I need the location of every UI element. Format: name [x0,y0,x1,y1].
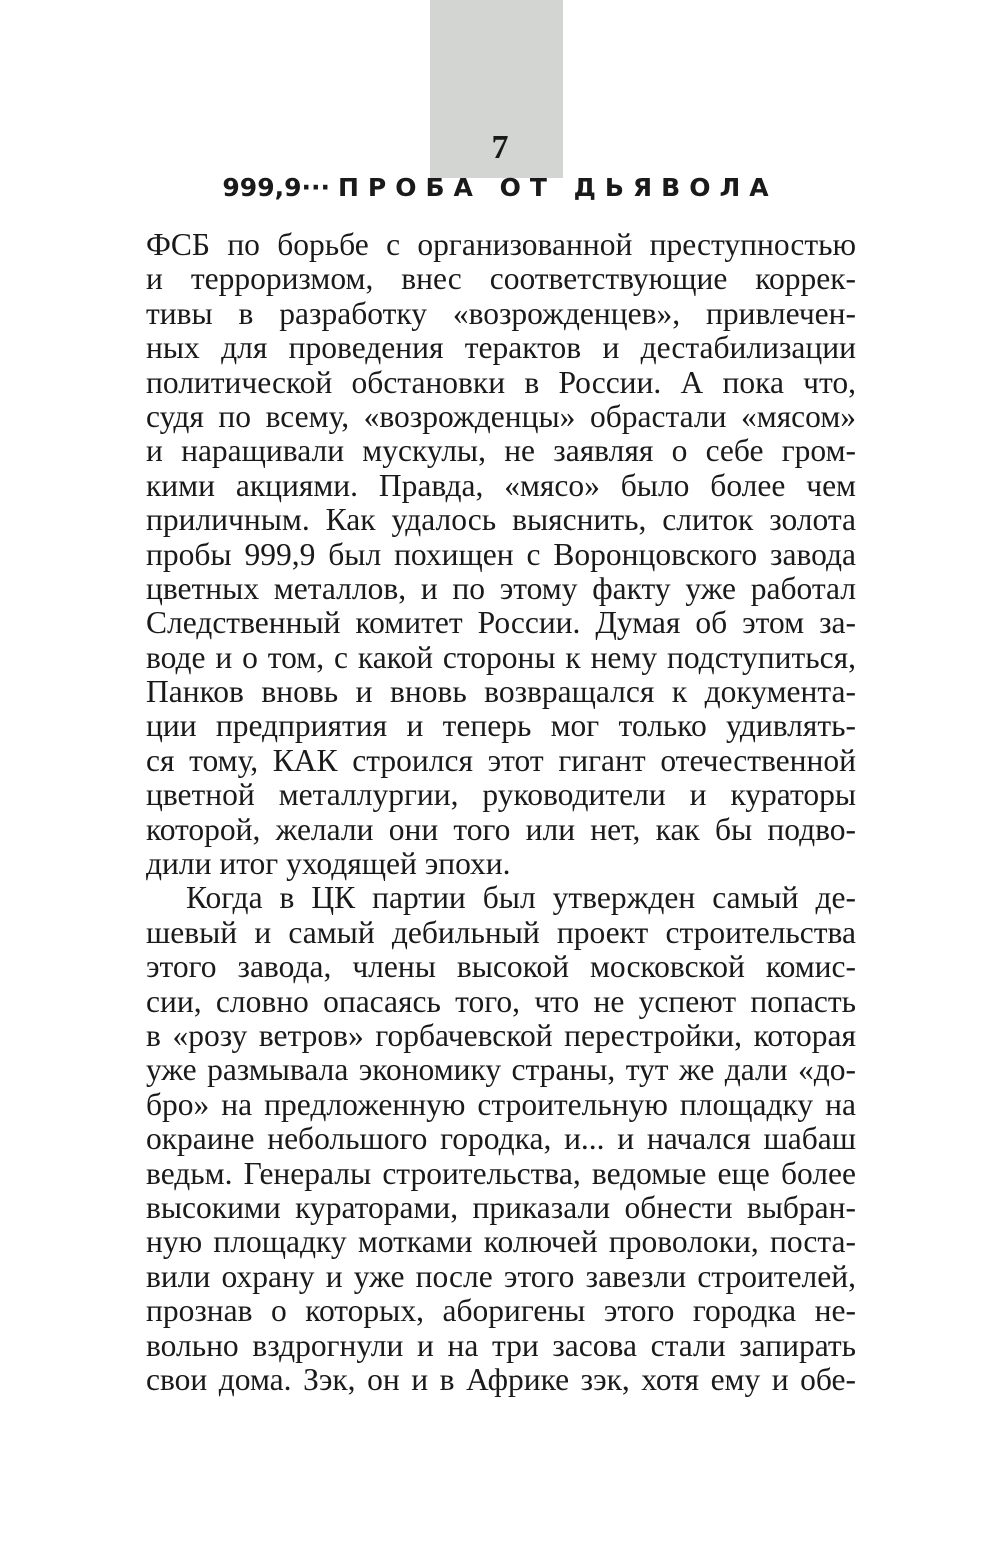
text-line: ведьм. Генералы строительства, ведомые еще более [146,1155,856,1191]
text-line: шевый и самый дебильный проект строительства [146,914,856,950]
text-line: дили итог уходящей эпохи. [146,846,511,882]
text-line: цветной металлургии, руководители и кураторы [146,777,856,813]
text-line: воде и о том, с какой стороны к нему подступиться, [146,639,856,675]
text-line: судя по всему, «возрожденцы» обрастали «мясом» [146,398,856,434]
chapter-number-text: 7 [491,129,509,166]
text-line: ную площадку мотками колючей проволоки, поста- [146,1224,856,1260]
text-line: пробы 999,9 был похищен с Воронцовского завода [146,536,856,572]
text-line: вили охрану и уже после этого завезли строителей, [146,1258,856,1294]
text-line: бро» на предложенную строительную площадку на [146,1086,856,1122]
paragraph-1 [146,228,856,881]
text-line: ных для проведения терактов и дестабилизации [146,330,856,366]
paragraph-2 [146,881,856,1397]
text-line: ции предприятия и теперь мог только удивлять- [146,708,856,744]
chapter-number [0,126,1000,170]
text-line: Следственный комитет России. Думая об этом за- [146,605,856,641]
text-line: свои дома. Зэк, он и в Африке зэк, хотя ему и обе- [146,1361,856,1397]
running-head [0,168,1000,208]
text-line: вольно вздрогнули и на три засова стали запирать [146,1327,856,1363]
text-line: прознав о которых, аборигены этого городка не- [146,1293,856,1329]
text-line: уже размывала экономику страны, тут же дали «до- [146,1052,856,1088]
running-head-number: 999,9··· [222,173,330,202]
text-line: и наращивали мускулы, не заявляя о себе гром- [146,433,856,469]
text-line: приличным. Как удалось выяснить, слиток золота [146,502,856,538]
text-line: и терроризмом, внес соответствующие коррек- [146,261,856,297]
text-line: ся тому, КАК строился этот гигант отечественной [146,742,856,778]
text-line: тивы в разработку «возрожденцев», привлечен- [146,295,856,331]
text-line: которой, желали они того или нет, как бы подво- [146,811,856,847]
text-line: Когда в ЦК партии был утвержден самый де- [186,880,856,916]
text-line: Панков вновь и вновь возвращался к документа- [146,674,856,710]
text-line: высокими кураторами, приказали обнести выбран- [146,1189,856,1225]
running-head-title: ПРОБА ОТ ДЬЯВОЛА [337,173,778,202]
text-line: ФСБ по борьбе с организованной преступностью [146,227,856,262]
text-line: окраине небольшого городка, и... и начался шабаш [146,1121,856,1157]
text-line: политической обстановки в России. А пока что, [146,364,856,400]
text-line: в «розу ветров» горбачевской перестройки, которая [146,1017,856,1053]
text-line: цветных металлов, и по этому факту уже работал [146,570,856,606]
text-line: сии, словно опасаясь того, что не успеют попасть [146,983,856,1019]
text-line: кими акциями. Правда, «мясо» было более чем [146,467,856,503]
text-line: этого завода, члены высокой московской комис- [146,949,856,985]
body-text [146,228,856,1397]
